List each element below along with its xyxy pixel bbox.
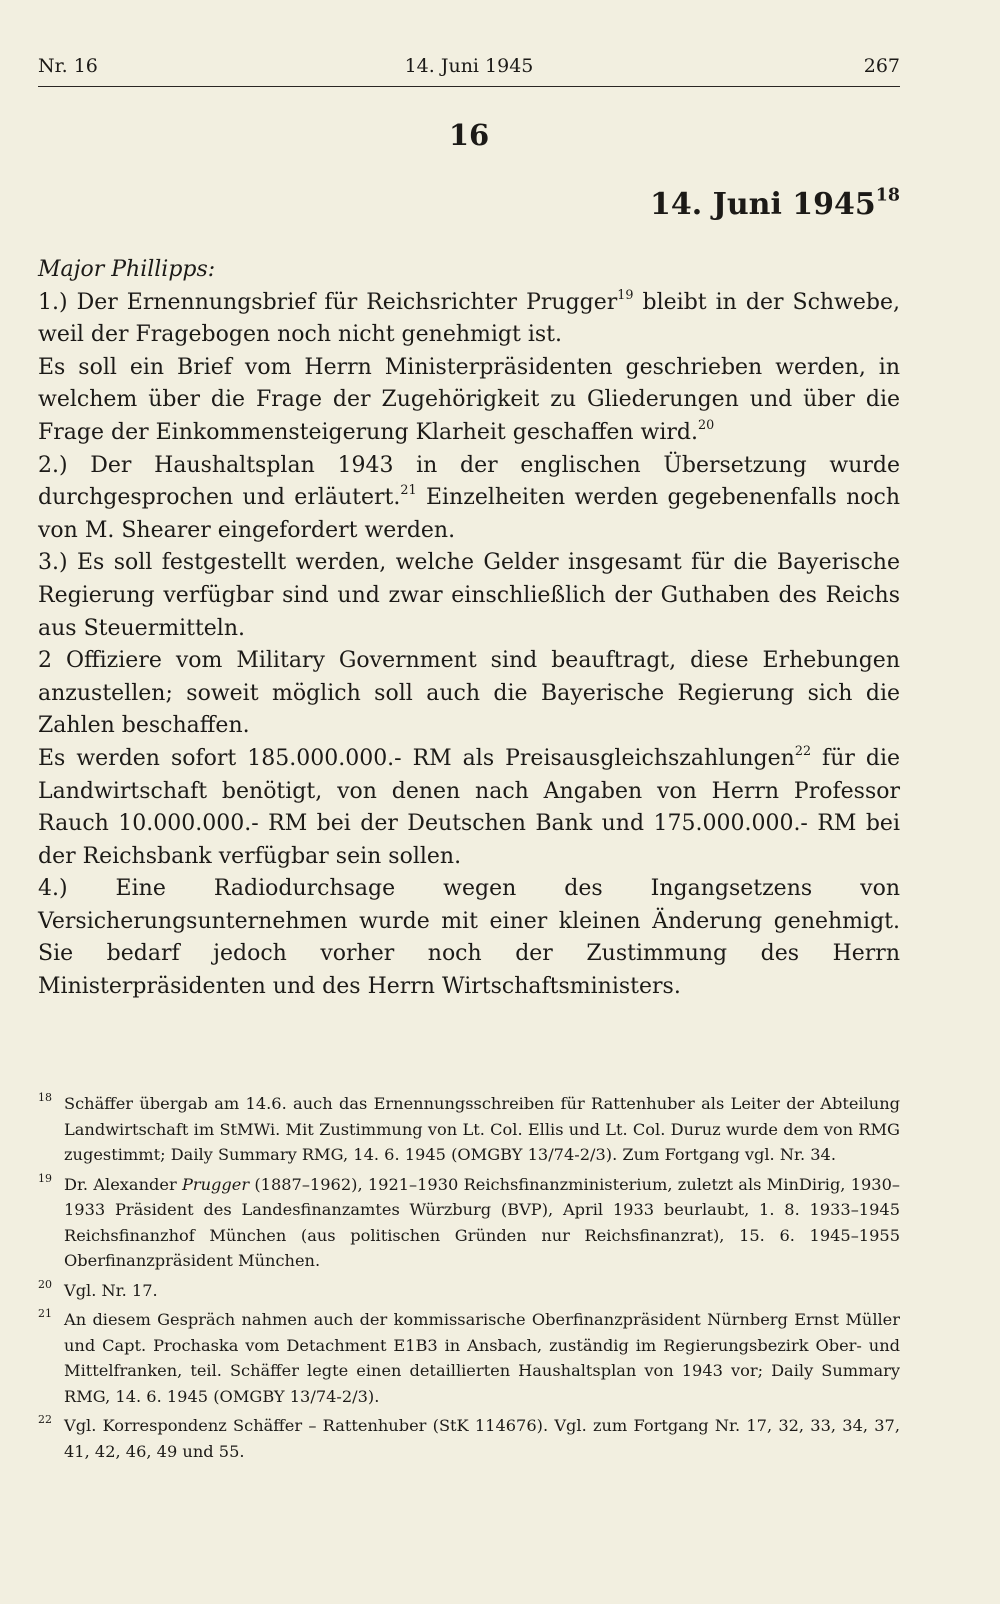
footnote-18 [38,1091,900,1168]
header-document-number: Nr. 16 [38,55,98,77]
paragraph-5: 2 Offiziere vom Military Government sind beauftragt, diese Erhebungen anzustellen; soweit möglich soll auch die Bayerische Regierung sich die Zahlen beschaffen. [38,648,900,739]
header-date: 14. Juni 1945 [404,55,534,77]
footnotes [38,1091,900,1468]
paragraph-6: Es werden sofort 185.000.000.- RM als Preisausgleichszahlungen$^{22}$ für die Landwirtschaft benötigt, von denen nach Angaben von Herrn Professor Rauch 10.000.000.- RM bei der Deutschen Bank und 175.000.000.- RM bei der Reichsbank verfügbar sein sollen. [38,743,900,869]
footnote-number: 20 [38,1277,52,1291]
footnote-number: 18 [38,1091,52,1104]
footnote-number: 22 [38,1413,52,1426]
document-date [650,185,900,222]
footnote-ref-19: 19 [617,287,634,303]
paragraph-1: 1.) Der Ernennungsbrief für Reichsrichter Prugger$^{19}$ bleibt in der Schwebe, weil der Fragebogen noch nicht genehmigt ist. [38,287,901,348]
footnote-text: An diesem Gespräch nahmen auch der kommissarische Oberfinanzpräsident Nürnberg Ernst Müller und Capt. Prochaska vom Detachment E1B3 in Ansbach, zuständig im Regierungsbezirk Ober- und Mittelfranken, teil. Schäffer legte einen detaillierten Haushaltsplan von 1943 vor; Daily Summary RMG, 14. 6. 1945 (OMGBY 13/74-2/3). [64,1310,900,1406]
footnote-number: 21 [38,1307,52,1320]
footnote-text: Schäffer übergab am 14.6. auch das Ernennungsschreiben für Rattenhuber als Leiter der Abteilung Landwirtschaft im StMWi. Mit Zustimmung von Lt. Col. Ellis und Lt. Col. Duruz wurde dem von RMG zugestimmt; Daily Summary RMG, 14. 6. 1945 (OMGBY 13/74-2/3). Zum Fortgang vgl. Nr. 34. [64,1094,900,1164]
paragraph-2: Es soll ein Brief vom Herrn Ministerpräsidenten geschrieben werden, in welchem über die Frage der Zugehörigkeit zu Gliederungen und über die Frage der Einkommensteigerung Klarheit geschaffen wird.$^{20}$ [38,354,900,445]
footnote-text: Vgl. Nr. 17. [64,1280,158,1300]
footnote-21 [38,1307,900,1409]
book-page [38,0,900,1604]
footnote-number: 19 [38,1171,52,1185]
footnote-ref-22: 22 [794,743,812,759]
document-body [38,254,900,1004]
footnote-20 [38,1278,900,1304]
footnote-22 [38,1413,900,1464]
footnote-ref-21: 21 [400,483,417,499]
header-rule [38,86,900,87]
page-number: 267 [863,55,900,77]
speaker-label: Major Phillipps: [38,257,216,282]
footnote-ref-20: 20 [698,418,715,434]
document-date-text: 14. Juni 1945 [650,187,876,222]
paragraph-7: 4.) Eine Radiodurchsage wegen des Ingangsetzens von Versicherungsunternehmen wurde mit einer kleinen Änderung genehmigt. Sie bedarf jedoch vorher noch der Zustimmung des Herrn Ministerpräsidenten und des Herrn Wirtschaftsministers. [38,876,900,1000]
document-number: 16 [448,118,490,152]
footnote-19: 19 Dr. Alexander Prugger (1887–1962), 1921–1930 Reichsfinanzministerium, zuletzt als MinDirig, 1930–1933 Präsident des Landesfinanzamtes Würzburg (BVP), April 1933 beurlaubt, 1. 8. 1933–1945 Reichsfinanzhof München (aus politischen Gründen nur Reichsfinanzrat), 15. 6. 1945–1955 Oberfinanzpräsident München. [38,1172,900,1274]
paragraph-3: 2.) Der Haushaltsplan 1943 in der englischen Übersetzung wurde durchgesprochen und erläutert.$^{21}$ Einzelheiten werden gegebenenfalls noch von M. Shearer eingefordert werden. [38,452,901,543]
footnote-text: Vgl. Korrespondenz Schäffer – Rattenhuber (StK 114676). Vgl. zum Fortgang Nr. 17, 32, 33, 34, 37, 41, 42, 46, 49 und 55. [64,1416,900,1461]
paragraph-4: 3.) Es soll festgestellt werden, welche Gelder insgesamt für die Bayerische Regierung verfügbar sind und zwar einschließlich der Guthaben des Reichs aus Steuermitteln. [38,550,900,641]
footnote-person-name: Prugger [181,1174,250,1194]
footnote-ref-18: 18 [875,185,900,206]
